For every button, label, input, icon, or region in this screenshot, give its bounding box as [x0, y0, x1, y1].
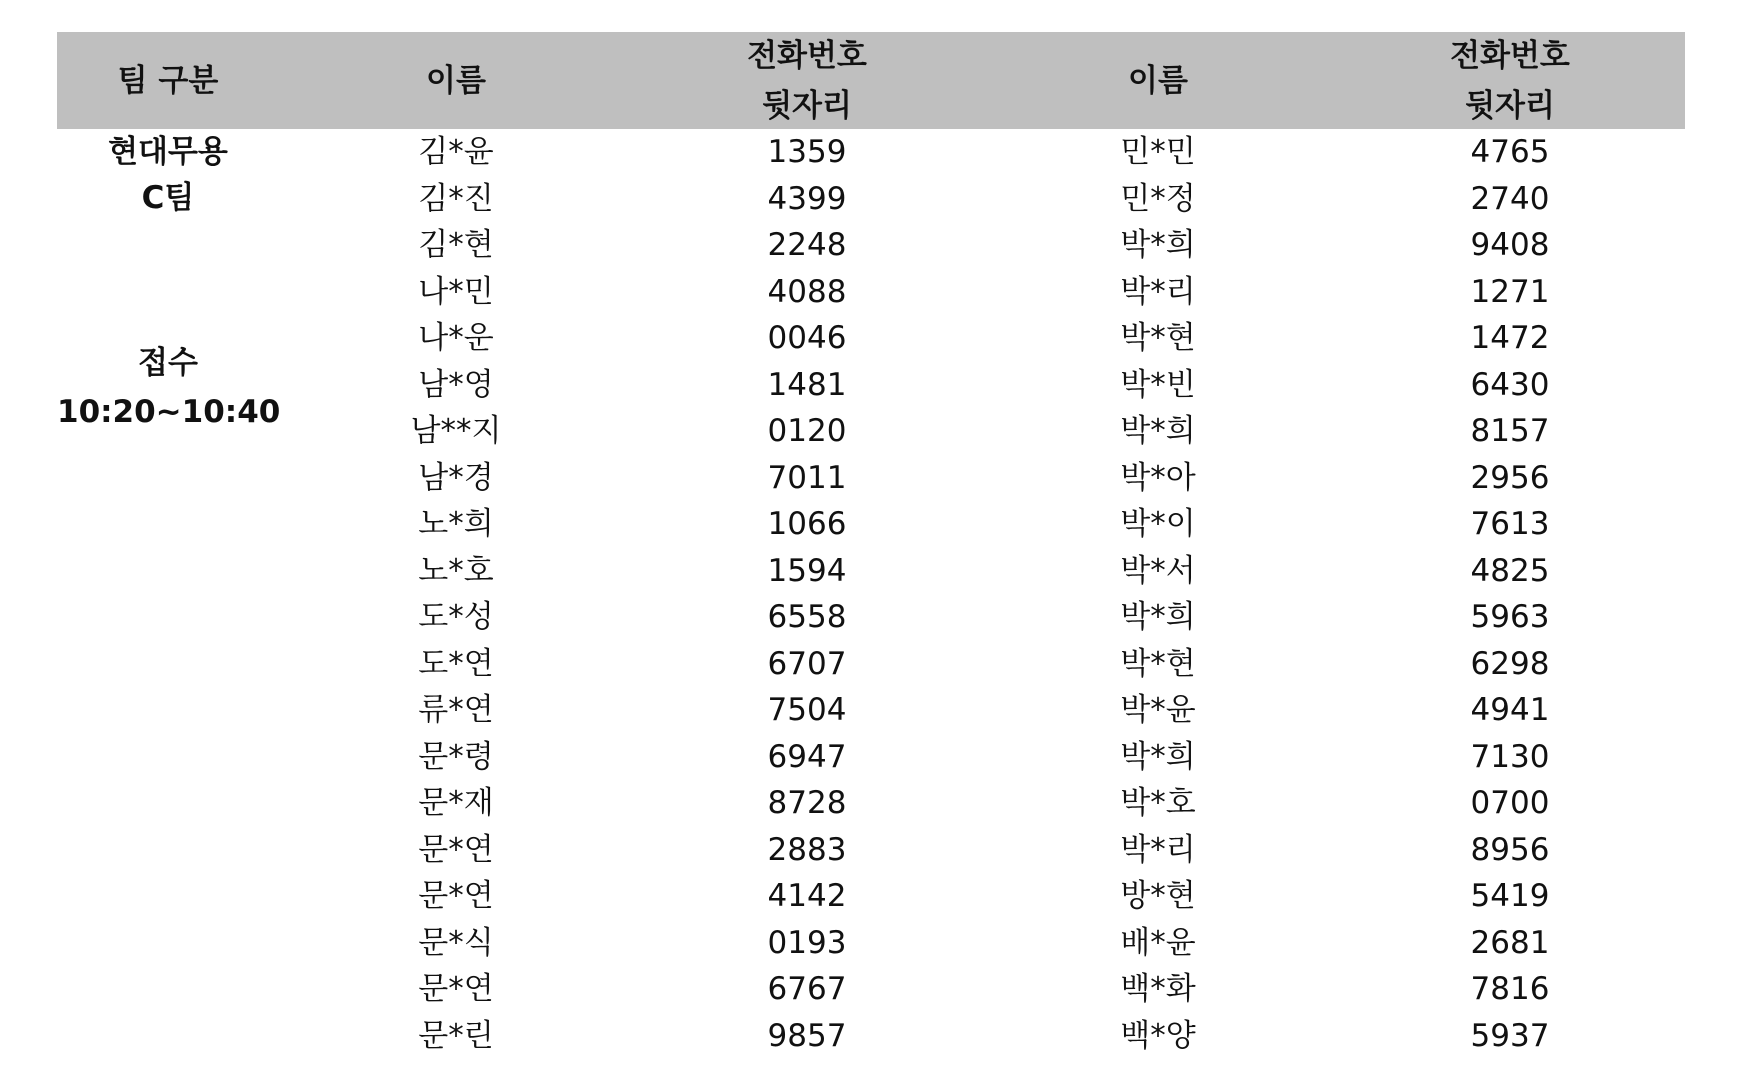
phone-cell-2: 1271 — [1470, 273, 1550, 310]
phone-cell-1: 0193 — [767, 924, 847, 961]
phone-cell-2: 4765 — [1470, 134, 1550, 171]
name-cell-1: 도*연 — [418, 645, 494, 682]
phone-cell-2: 7130 — [1470, 738, 1550, 775]
name-cell-2: 백*양 — [1120, 1017, 1196, 1054]
table-header — [57, 32, 1685, 129]
phone-cell-1: 8728 — [767, 785, 847, 822]
phone-cell-1: 6707 — [767, 645, 847, 682]
name-cell-2: 박*빈 — [1120, 366, 1196, 403]
name-cell-2: 박*호 — [1120, 785, 1196, 822]
name-cell-1: 김*현 — [418, 227, 494, 264]
table-row — [279, 222, 1685, 269]
phone-cell-2: 5937 — [1470, 1017, 1550, 1054]
name-cell-1: 남*영 — [418, 366, 494, 403]
phone-cell-2: 8956 — [1470, 831, 1550, 868]
table-body — [57, 129, 1685, 1059]
table-row — [279, 920, 1685, 967]
name-cell-2: 박*희 — [1120, 599, 1196, 636]
phone-cell-2: 4941 — [1470, 692, 1550, 729]
phone-cell-1: 4399 — [767, 180, 847, 217]
phone-cell-1: 4142 — [767, 878, 847, 915]
table-row — [279, 362, 1685, 409]
table-row — [279, 827, 1685, 874]
phone-cell-2: 1472 — [1470, 320, 1550, 357]
phone-cell-2: 9408 — [1470, 227, 1550, 264]
phone-cell-1: 1481 — [767, 366, 847, 403]
name-cell-1: 김*진 — [418, 180, 494, 217]
table-row — [279, 269, 1685, 316]
roster-table — [57, 32, 1685, 1059]
table-row — [279, 1013, 1685, 1060]
name-cell-2: 박*희 — [1120, 227, 1196, 264]
name-cell-1: 나*민 — [418, 273, 494, 310]
name-cell-2: 배*윤 — [1120, 924, 1196, 961]
name-cell-2: 백*화 — [1120, 971, 1196, 1008]
phone-cell-1: 1594 — [767, 552, 847, 589]
name-cell-2: 방*현 — [1120, 878, 1196, 915]
table-row — [279, 780, 1685, 827]
name-cell-1: 문*령 — [418, 738, 494, 775]
name-cell-2: 박*현 — [1120, 645, 1196, 682]
name-cell-1: 문*연 — [418, 971, 494, 1008]
name-cell-1: 문*식 — [418, 924, 494, 961]
phone-cell-1: 6767 — [767, 971, 847, 1008]
phone-cell-2: 2956 — [1470, 459, 1550, 496]
name-cell-1: 김*윤 — [418, 134, 494, 171]
team-name: 현대무용 C팀 — [108, 134, 228, 216]
table-row — [279, 176, 1685, 223]
table-row — [279, 548, 1685, 595]
table-row — [279, 594, 1685, 641]
phone-cell-1: 0046 — [767, 320, 847, 357]
phone-cell-1: 7011 — [767, 459, 847, 496]
name-cell-2: 박*리 — [1120, 831, 1196, 868]
name-cell-2: 박*리 — [1120, 273, 1196, 310]
name-cell-2: 박*이 — [1120, 506, 1196, 543]
name-cell-1: 문*재 — [418, 785, 494, 822]
name-cell-2: 박*윤 — [1120, 692, 1196, 729]
name-cell-2: 박*희 — [1120, 413, 1196, 450]
phone-cell-2: 8157 — [1470, 413, 1550, 450]
header-name-2: 이름 — [1128, 62, 1188, 99]
phone-cell-1: 2248 — [767, 227, 847, 264]
phone-cell-1: 1359 — [767, 134, 847, 171]
header-phone-2: 전화번호 뒷자리 — [1450, 37, 1570, 124]
reception-time: 접수 10:20~10:40 — [57, 345, 281, 430]
phone-cell-1: 6947 — [767, 738, 847, 775]
phone-cell-2: 5419 — [1470, 878, 1550, 915]
table-row — [279, 966, 1685, 1013]
header-phone-1: 전화번호 뒷자리 — [747, 37, 867, 124]
phone-cell-1: 1066 — [767, 506, 847, 543]
phone-cell-1: 9857 — [767, 1017, 847, 1054]
phone-cell-2: 6298 — [1470, 645, 1550, 682]
phone-cell-2: 2740 — [1470, 180, 1550, 217]
name-cell-2: 민*민 — [1120, 134, 1196, 171]
team-column — [57, 129, 279, 1059]
name-cell-2: 박*서 — [1120, 552, 1196, 589]
table-row — [279, 455, 1685, 502]
table-row — [279, 315, 1685, 362]
name-cell-1: 노*호 — [418, 552, 494, 589]
table-row — [279, 734, 1685, 781]
phone-cell-1: 2883 — [767, 831, 847, 868]
name-cell-1: 문*연 — [418, 878, 494, 915]
header-team: 팀 구분 — [117, 62, 219, 99]
phone-cell-1: 0120 — [767, 413, 847, 450]
header-name-1: 이름 — [426, 62, 486, 99]
name-cell-2: 박*아 — [1120, 459, 1196, 496]
phone-cell-1: 6558 — [767, 599, 847, 636]
name-cell-2: 박*현 — [1120, 320, 1196, 357]
name-cell-1: 나*운 — [418, 320, 494, 357]
phone-cell-2: 7613 — [1470, 506, 1550, 543]
table-row — [279, 129, 1685, 176]
phone-cell-2: 7816 — [1470, 971, 1550, 1008]
name-cell-1: 문*연 — [418, 831, 494, 868]
name-cell-1: 노*희 — [418, 506, 494, 543]
table-row — [279, 873, 1685, 920]
table-row — [279, 687, 1685, 734]
name-cell-1: 류*연 — [418, 692, 494, 729]
name-cell-2: 박*희 — [1120, 738, 1196, 775]
table-row — [279, 408, 1685, 455]
name-cell-1: 문*린 — [418, 1017, 494, 1054]
table-row — [279, 501, 1685, 548]
phone-cell-2: 0700 — [1470, 785, 1550, 822]
phone-cell-1: 4088 — [767, 273, 847, 310]
phone-cell-1: 7504 — [767, 692, 847, 729]
phone-cell-2: 4825 — [1470, 552, 1550, 589]
name-cell-1: 도*성 — [418, 599, 494, 636]
phone-cell-2: 6430 — [1470, 366, 1550, 403]
name-cell-1: 남*경 — [418, 459, 494, 496]
table-row — [279, 641, 1685, 688]
name-cell-1: 남**지 — [410, 413, 502, 450]
rows-container — [279, 129, 1685, 1059]
phone-cell-2: 2681 — [1470, 924, 1550, 961]
phone-cell-2: 5963 — [1470, 599, 1550, 636]
name-cell-2: 민*정 — [1120, 180, 1196, 217]
